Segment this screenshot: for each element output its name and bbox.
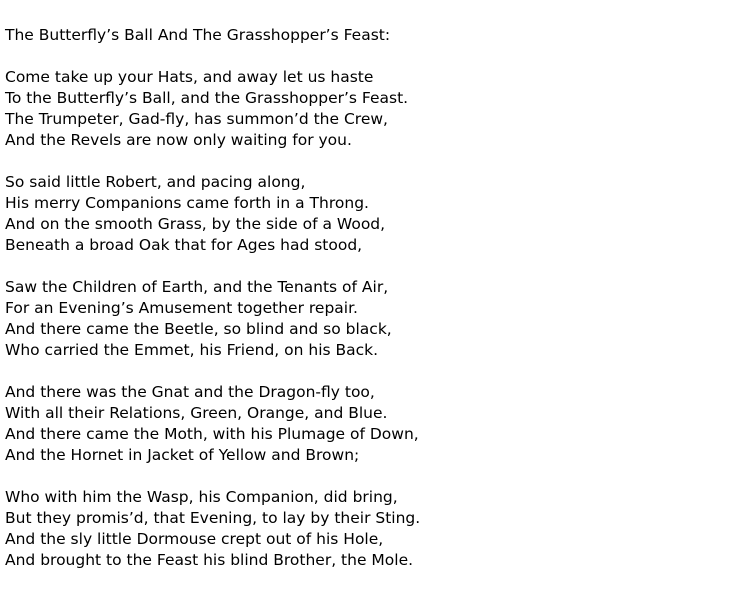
poem-line: So said little Robert, and pacing along, <box>5 173 306 191</box>
poem-line: And the Hornet in Jacket of Yellow and Brown; <box>5 446 360 464</box>
stanza-2 <box>5 172 745 256</box>
poem-line: Beneath a broad Oak that for Ages had stood, <box>5 236 363 254</box>
poem-line: Who with him the Wasp, his Companion, did bring, <box>5 488 398 506</box>
poem-line: And on the smooth Grass, by the side of a Wood, <box>5 215 386 233</box>
poem-line: And the sly little Dormouse crept out of his Hole, <box>5 530 384 548</box>
blank-line <box>5 361 745 382</box>
stanza-5 <box>5 487 745 571</box>
poem-line: And brought to the Feast his blind Brother, the Mole. <box>5 551 414 569</box>
poem-title: The Butterfly’s Ball And The Grasshopper’s Feast: <box>5 26 391 44</box>
poem-text <box>5 25 745 571</box>
poem-line: Saw the Children of Earth, and the Tenants of Air, <box>5 278 389 296</box>
blank-line <box>5 256 745 277</box>
stanza-4 <box>5 382 745 466</box>
poem-line: Come take up your Hats, and away let us haste <box>5 68 374 86</box>
poem-line: And there came the Beetle, so blind and so black, <box>5 320 392 338</box>
poem-line: The Trumpeter, Gad-fly, has summon’d the Crew, <box>5 110 388 128</box>
poem-line: For an Evening’s Amusement together repair. <box>5 299 358 317</box>
poem-line: And the Revels are now only waiting for you. <box>5 131 352 149</box>
blank-line <box>5 46 745 67</box>
poem-line: With all their Relations, Green, Orange, and Blue. <box>5 404 388 422</box>
poem-line: To the Butterfly’s Ball, and the Grasshopper’s Feast. <box>5 89 409 107</box>
stanza-3 <box>5 277 745 361</box>
blank-line <box>5 151 745 172</box>
poem-line: And there came the Moth, with his Plumage of Down, <box>5 425 419 443</box>
poem-line: Who carried the Emmet, his Friend, on his Back. <box>5 341 379 359</box>
poem-line: His merry Companions came forth in a Throng. <box>5 194 369 212</box>
blank-line <box>5 466 745 487</box>
stanza-1 <box>5 67 745 151</box>
poem-line: And there was the Gnat and the Dragon-fly too, <box>5 383 375 401</box>
poem-line: But they promis’d, that Evening, to lay by their Sting. <box>5 509 421 527</box>
